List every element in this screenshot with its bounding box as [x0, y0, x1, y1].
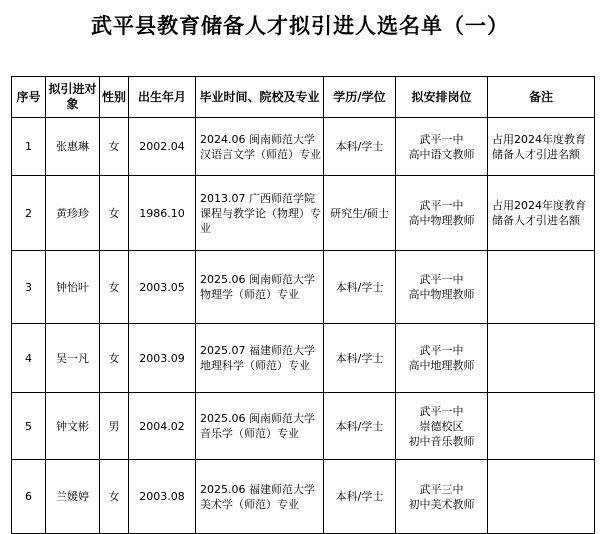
cell-note	[488, 393, 595, 460]
cell-post: 武平一中 高中物理教师	[396, 176, 488, 251]
cell-gender: 女	[100, 251, 129, 324]
cell-name: 黄珍珍	[46, 176, 100, 251]
cell-name: 兰媛婷	[46, 460, 100, 534]
header-index: 序号	[12, 77, 46, 118]
table-row	[12, 460, 595, 534]
cell-name: 钟怡叶	[46, 251, 100, 324]
cell-index: 3	[12, 251, 46, 324]
table-row	[12, 324, 595, 393]
table-header-row	[12, 77, 595, 118]
header-name: 拟引进对象	[46, 77, 100, 118]
cell-post: 武平三中 初中美术教师	[396, 460, 488, 534]
table-row	[12, 118, 595, 176]
cell-note: 占用2024年度教育储备人才引进名额	[488, 118, 595, 176]
header-birth: 出生年月	[129, 77, 196, 118]
cell-note	[488, 460, 595, 534]
cell-school: 2025.06 福建师范大学美术学（师范）专业	[196, 460, 324, 534]
cell-gender: 女	[100, 460, 129, 534]
cell-degree: 本科/学士	[324, 324, 396, 393]
cell-gender: 男	[100, 393, 129, 460]
table-row	[12, 176, 595, 251]
cell-school: 2024.06 闽南师范大学汉语言文学（师范）专业	[196, 118, 324, 176]
cell-degree: 本科/学士	[324, 118, 396, 176]
table-row	[12, 393, 595, 460]
cell-note: 占用2024年度教育储备人才引进名额	[488, 176, 595, 251]
cell-birth: 2003.09	[129, 324, 196, 393]
cell-degree: 本科/学士	[324, 393, 396, 460]
header-gender: 性别	[100, 77, 129, 118]
header-school: 毕业时间、院校及专业	[196, 77, 324, 118]
header-note: 备注	[488, 77, 595, 118]
cell-name: 吴一凡	[46, 324, 100, 393]
page-title: 武平县教育储备人才拟引进人选名单（一）	[91, 13, 509, 38]
cell-birth: 2002.04	[129, 118, 196, 176]
cell-index: 6	[12, 460, 46, 534]
cell-gender: 女	[100, 176, 129, 251]
cell-index: 4	[12, 324, 46, 393]
cell-degree: 本科/学士	[324, 460, 396, 534]
cell-post: 武平一中 高中物理教师	[396, 251, 488, 324]
cell-school: 2025.06 闽南师范大学音乐学（师范）专业	[196, 393, 324, 460]
cell-school: 2013.07 广西师范学院课程与教学论（物理）专业	[196, 176, 324, 251]
cell-school: 2025.07 福建师范大学地理科学（师范）专业	[196, 324, 324, 393]
cell-degree: 研究生/硕士	[324, 176, 396, 251]
cell-note	[488, 324, 595, 393]
cell-index: 5	[12, 393, 46, 460]
cell-birth: 2004.02	[129, 393, 196, 460]
cell-note	[488, 251, 595, 324]
cell-post: 武平一中 高中地理教师	[396, 324, 488, 393]
header-degree: 学历/学位	[324, 77, 396, 118]
candidate-table	[11, 76, 595, 534]
cell-birth: 1986.10	[129, 176, 196, 251]
cell-index: 2	[12, 176, 46, 251]
cell-birth: 2003.05	[129, 251, 196, 324]
cell-school: 2025.06 闽南师范大学物理学（师范）专业	[196, 251, 324, 324]
cell-gender: 女	[100, 118, 129, 176]
table-row	[12, 251, 595, 324]
cell-post: 武平一中 崇德校区 初中音乐教师	[396, 393, 488, 460]
cell-post: 武平一中 高中语文教师	[396, 118, 488, 176]
cell-gender: 女	[100, 324, 129, 393]
cell-degree: 本科/学士	[324, 251, 396, 324]
header-post: 拟安排岗位	[396, 77, 488, 118]
cell-birth: 2003.08	[129, 460, 196, 534]
cell-name: 钟文彬	[46, 393, 100, 460]
cell-name: 张惠琳	[46, 118, 100, 176]
cell-index: 1	[12, 118, 46, 176]
